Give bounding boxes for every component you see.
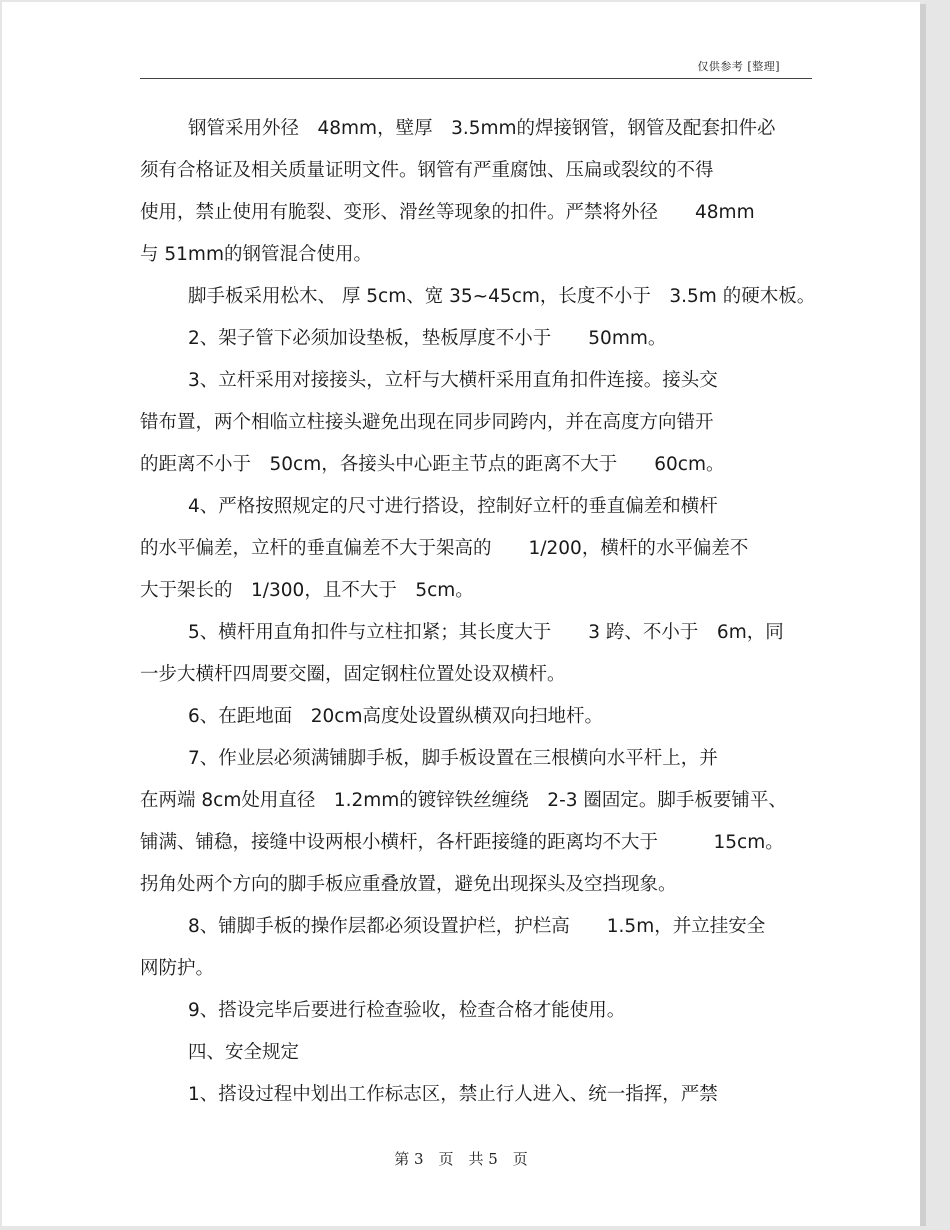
header-rule xyxy=(140,78,812,79)
document-page xyxy=(2,2,920,1226)
text-line: 四、安全规定 xyxy=(188,1042,300,1063)
text-line: 7、作业层必须满铺脚手板，脚手板设置在三根横向水平杆上，并 xyxy=(188,748,718,769)
text-line: 4、严格按照规定的尺寸进行搭设，控制好立杆的垂直偏差和横杆 xyxy=(188,496,718,517)
text-line: 2、架子管下必须加设垫板，垫板厚度不小于 50mm。 xyxy=(188,328,667,349)
text-line: 大于架长的 1/300，且不大于 5cm。 xyxy=(140,580,474,601)
text-line: 铺满、铺稳，接缝中设两根小横杆，各杆距接缝的距离均不大于 15cm。 xyxy=(140,832,784,853)
text-line: 拐角处两个方向的脚手板应重叠放置，避免出现探头及空挡现象。 xyxy=(140,874,677,895)
page-footer: 第 3 页 共 5 页 xyxy=(394,1150,528,1168)
text-line: 的距离不小于 50cm，各接头中心距主节点的距离不大于 60cm。 xyxy=(140,454,725,475)
text-line: 一步大横杆四周要交圈，固定钢柱位置处设双横杆。 xyxy=(140,664,566,685)
text-line: 须有合格证及相关质量证明文件。钢管有严重腐蚀、压扁或裂纹的不得 xyxy=(140,160,714,181)
body-text xyxy=(140,108,814,1116)
page-header: 仅供参考 [整理] xyxy=(697,60,780,73)
text-line: 1、搭设过程中划出工作标志区，禁止行人进入、统一指挥，严禁 xyxy=(188,1084,718,1105)
text-line: 3、立杆采用对接接头，立杆与大横杆采用直角扣件连接。接头交 xyxy=(188,370,718,391)
text-line: 8、铺脚手板的操作层都必须设置护栏，护栏高 1.5m，并立挂安全 xyxy=(188,916,766,937)
text-line: 使用，禁止使用有脆裂、变形、滑丝等现象的扣件。严禁将外径 48mm xyxy=(140,202,755,223)
page-shadow xyxy=(920,4,926,1226)
text-line: 钢管采用外径 48mm，壁厚 3.5mm的焊接钢管，钢管及配套扣件必 xyxy=(188,118,776,139)
text-line: 与 51mm的钢管混合使用。 xyxy=(140,244,372,265)
text-line: 9、搭设完毕后要进行检查验收，检查合格才能使用。 xyxy=(188,1000,626,1021)
text-line: 在两端 8cm处用直径 1.2mm的镀锌铁丝缠绕 2-3 圈固定。脚手板要铺平、 xyxy=(140,790,787,811)
text-line: 的水平偏差，立杆的垂直偏差不大于架高的 1/200，横杆的水平偏差不 xyxy=(140,538,749,559)
text-line: 6、在距地面 20cm高度处设置纵横双向扫地杆。 xyxy=(188,706,604,727)
text-line: 网防护。 xyxy=(140,958,215,979)
text-line: 脚手板采用松木、 厚 5cm、宽 35~45cm，长度不小于 3.5m 的硬木板。 xyxy=(188,286,816,307)
text-line: 5、横杆用直角扣件与立柱扣紧；其长度大于 3 跨、不小于 6m，同 xyxy=(188,622,784,643)
text-line: 错布置，两个相临立柱接头避免出现在同步同跨内，并在高度方向错开 xyxy=(140,412,714,433)
